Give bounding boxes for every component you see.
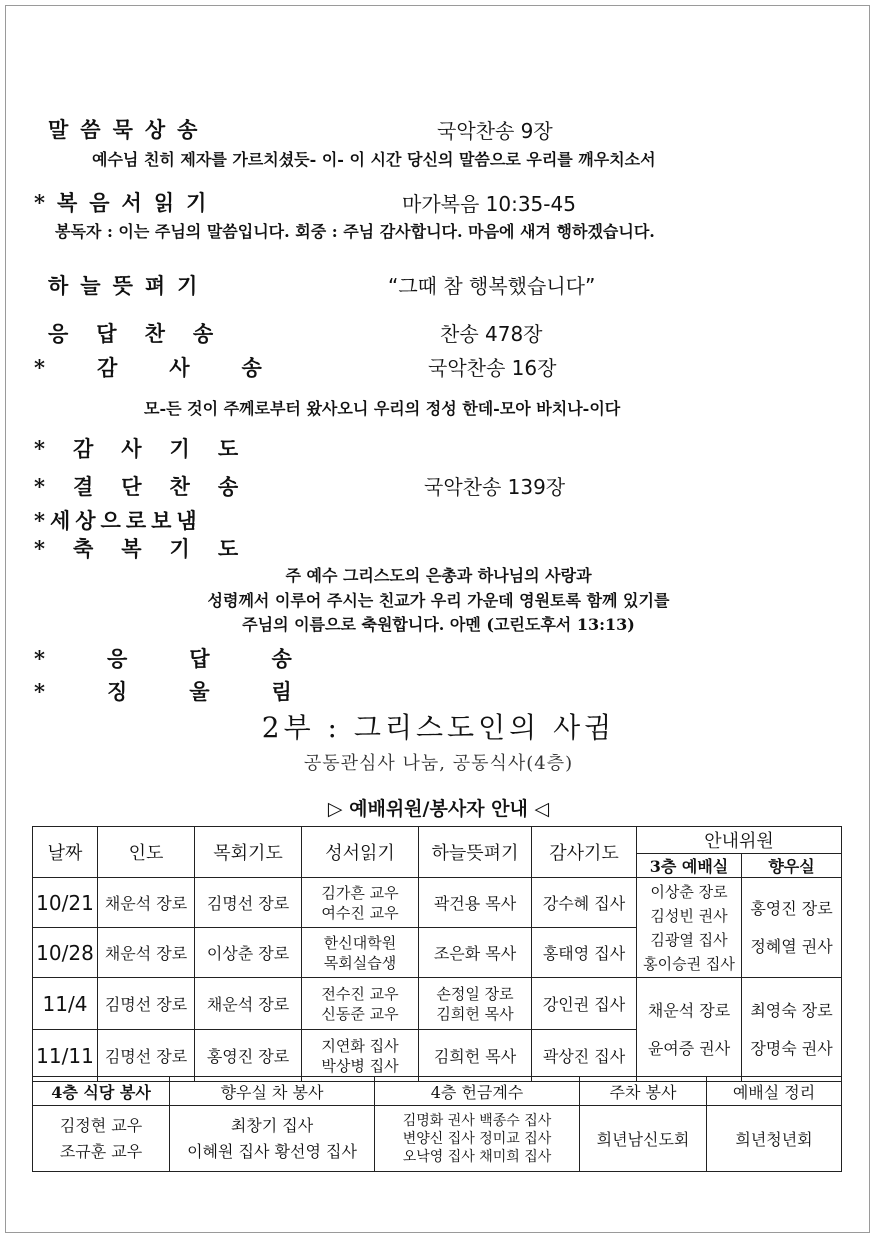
cell-prayer: 김명선 장로 bbox=[195, 878, 302, 928]
cell-thanks: 강인권 집사 bbox=[532, 978, 637, 1030]
guide-name: 정혜열 권사 bbox=[750, 936, 833, 956]
guide-name: 윤여증 권사 bbox=[647, 1038, 731, 1058]
service-name: 김명화 권사 백종수 집사 bbox=[402, 1112, 552, 1129]
table-row bbox=[33, 878, 842, 928]
guide-name: 김광열 집사 bbox=[650, 930, 728, 949]
cell-thanks: 강수혜 집사 bbox=[532, 878, 637, 928]
order-lyric-thanks: 모-든 것이 주께로부터 왔사오니 우리의 정성 한데-모아 바치나-이다 bbox=[144, 399, 621, 418]
guide-name: 이상춘 장로 bbox=[650, 882, 728, 901]
table-row bbox=[33, 1106, 842, 1172]
header-thanks-prayer: 감사기도 bbox=[532, 827, 637, 878]
benediction-line-3: 주님의 이름으로 축원합니다. 아멘 (고린도후서 13:13) bbox=[242, 615, 635, 634]
reading-line: 한신대학원 bbox=[323, 933, 397, 952]
part2-title: 2부 : 그리스도인의 사귐 bbox=[261, 711, 616, 744]
cell-sermon: 곽건용 목사 bbox=[419, 878, 532, 928]
header-parking: 주차 봉사 bbox=[580, 1077, 707, 1106]
cell-date: 10/21 bbox=[33, 878, 98, 928]
reading-line: 목회실습생 bbox=[323, 953, 397, 972]
order-lyric-meditation: 예수님 친히 제자를 가르치셨듯- 이- 이 시간 당신의 말씀으로 우리를 깨우치소서 bbox=[92, 150, 656, 169]
order-label-benediction: *축복기도 bbox=[34, 536, 267, 561]
cell-guide-room bbox=[742, 978, 842, 1082]
cell-date: 11/4 bbox=[33, 978, 98, 1030]
sermon-line: 손정일 장로 bbox=[436, 984, 514, 1003]
cell-thanks: 홍태영 집사 bbox=[532, 928, 637, 978]
cell-date: 11/11 bbox=[33, 1030, 98, 1082]
order-value-sermon: “그때 참 행복했습니다” bbox=[388, 274, 596, 298]
cell-prayer: 이상춘 장로 bbox=[195, 928, 302, 978]
service-table bbox=[32, 1076, 842, 1172]
reading-line: 김가흔 교우 bbox=[321, 883, 399, 902]
cell-prayer: 홍영진 장로 bbox=[195, 1030, 302, 1082]
header-date: 날짜 bbox=[33, 827, 98, 878]
guide-name: 최영숙 장로 bbox=[750, 1000, 833, 1020]
guide-name: 장명숙 권사 bbox=[750, 1038, 833, 1058]
service-name: 김정현 교우 bbox=[59, 1115, 143, 1135]
header-tea: 향우실 차 봉사 bbox=[170, 1077, 375, 1106]
guide-name: 홍이승권 집사 bbox=[643, 954, 735, 973]
header-sermon: 하늘뜻펴기 bbox=[419, 827, 532, 878]
reading-line: 신동준 교우 bbox=[321, 1004, 399, 1023]
cell-lead: 김명선 장로 bbox=[98, 1030, 195, 1082]
cell-lead: 김명선 장로 bbox=[98, 978, 195, 1030]
header-offering: 4층 헌금계수 bbox=[375, 1077, 580, 1106]
order-value-thanks-song: 국악찬송 16장 bbox=[428, 356, 557, 380]
table-row bbox=[33, 978, 842, 1030]
cell-prayer: 채운석 장로 bbox=[195, 978, 302, 1030]
order-value-meditation: 국악찬송 9장 bbox=[437, 119, 553, 143]
order-label-thanks-prayer: *감사기도 bbox=[34, 436, 267, 461]
service-name: 오낙영 집사 채미희 집사 bbox=[402, 1148, 552, 1165]
header-pastoral-prayer: 목회기도 bbox=[195, 827, 302, 878]
cell-guide-hall bbox=[637, 878, 742, 978]
cell-tea bbox=[170, 1106, 375, 1172]
header-reading: 성서읽기 bbox=[302, 827, 419, 878]
service-name: 변양신 집사 정미교 집사 bbox=[402, 1130, 552, 1147]
order-label-sending: *세상으로보냄 bbox=[34, 508, 202, 533]
order-value-gospel: 마가복음 10:35-45 bbox=[402, 192, 576, 216]
cell-lead: 채운석 장로 bbox=[98, 928, 195, 978]
cell-cleanup: 희년청년회 bbox=[707, 1106, 842, 1172]
guide-name: 김성빈 권사 bbox=[650, 906, 728, 925]
cell-reading bbox=[302, 878, 419, 928]
reading-line: 여수진 교우 bbox=[321, 903, 399, 922]
service-name: 최창기 집사 bbox=[230, 1115, 314, 1135]
order-label-commitment: *결단찬송 bbox=[34, 474, 267, 499]
cell-sermon bbox=[419, 978, 532, 1030]
header-guide-hall: 3층 예배실 bbox=[637, 854, 742, 878]
benediction-line-2: 성령께서 이루어 주시는 친교가 우리 가운데 영원토록 함께 있기를 bbox=[207, 591, 670, 610]
cell-guide-room bbox=[742, 878, 842, 978]
service-name: 이혜원 집사 황선영 집사 bbox=[187, 1141, 357, 1161]
part2-subtitle: 공동관심사 나눔, 공동식사(4층) bbox=[303, 753, 574, 774]
reading-line: 지연화 집사 bbox=[321, 1036, 399, 1055]
order-label-meditation: 말씀묵상송 bbox=[48, 117, 210, 142]
staff-section-title: ▷ 예배위원/봉사자 안내 ◁ bbox=[327, 798, 550, 820]
cell-sermon: 김희헌 목사 bbox=[419, 1030, 532, 1082]
guide-name: 홍영진 장로 bbox=[750, 898, 833, 918]
sermon-line: 김희헌 목사 bbox=[436, 1004, 514, 1023]
header-lead: 인도 bbox=[98, 827, 195, 878]
order-value-response-hymn: 찬송 478장 bbox=[440, 322, 543, 346]
benediction-line-1: 주 예수 그리스도의 은총과 하나님의 사랑과 bbox=[285, 566, 592, 585]
order-label-thanks-song: *감사송 bbox=[34, 355, 314, 380]
cell-reading bbox=[302, 978, 419, 1030]
service-name: 조규훈 교우 bbox=[59, 1141, 143, 1161]
order-gospel-response: 봉독자 : 이는 주님의 말씀입니다. 회중 : 주님 감사합니다. 마음에 새겨 행하겠습니다. bbox=[55, 222, 655, 241]
cell-parking: 희년남신도회 bbox=[580, 1106, 707, 1172]
staff-table bbox=[32, 826, 842, 1082]
cell-sermon: 조은화 목사 bbox=[419, 928, 532, 978]
header-cleanup: 예배실 정리 bbox=[707, 1077, 842, 1106]
order-label-response-song: *응답송 bbox=[34, 646, 354, 671]
guide-name: 채운석 장로 bbox=[647, 1000, 731, 1020]
cell-kitchen bbox=[33, 1106, 170, 1172]
order-label-sermon: 하늘뜻펴기 bbox=[48, 273, 210, 298]
order-value-commitment: 국악찬송 139장 bbox=[424, 475, 566, 499]
header-kitchen: 4층 식당 봉사 bbox=[33, 1077, 170, 1106]
cell-date: 10/28 bbox=[33, 928, 98, 978]
cell-reading bbox=[302, 1030, 419, 1082]
header-guides: 안내위원 bbox=[637, 827, 842, 854]
reading-line: 전수진 교우 bbox=[321, 984, 399, 1003]
order-label-gospel: *복음서읽기 bbox=[34, 190, 219, 215]
order-label-bell: *징울림 bbox=[34, 679, 354, 704]
cell-lead: 채운석 장로 bbox=[98, 878, 195, 928]
order-label-response-hymn: 응답찬송 bbox=[48, 321, 242, 346]
cell-offering bbox=[375, 1106, 580, 1172]
cell-guide-hall bbox=[637, 978, 742, 1082]
header-guide-room: 향우실 bbox=[742, 854, 842, 878]
cell-reading bbox=[302, 928, 419, 978]
cell-thanks: 곽상진 집사 bbox=[532, 1030, 637, 1082]
reading-line: 박상병 집사 bbox=[321, 1056, 399, 1075]
